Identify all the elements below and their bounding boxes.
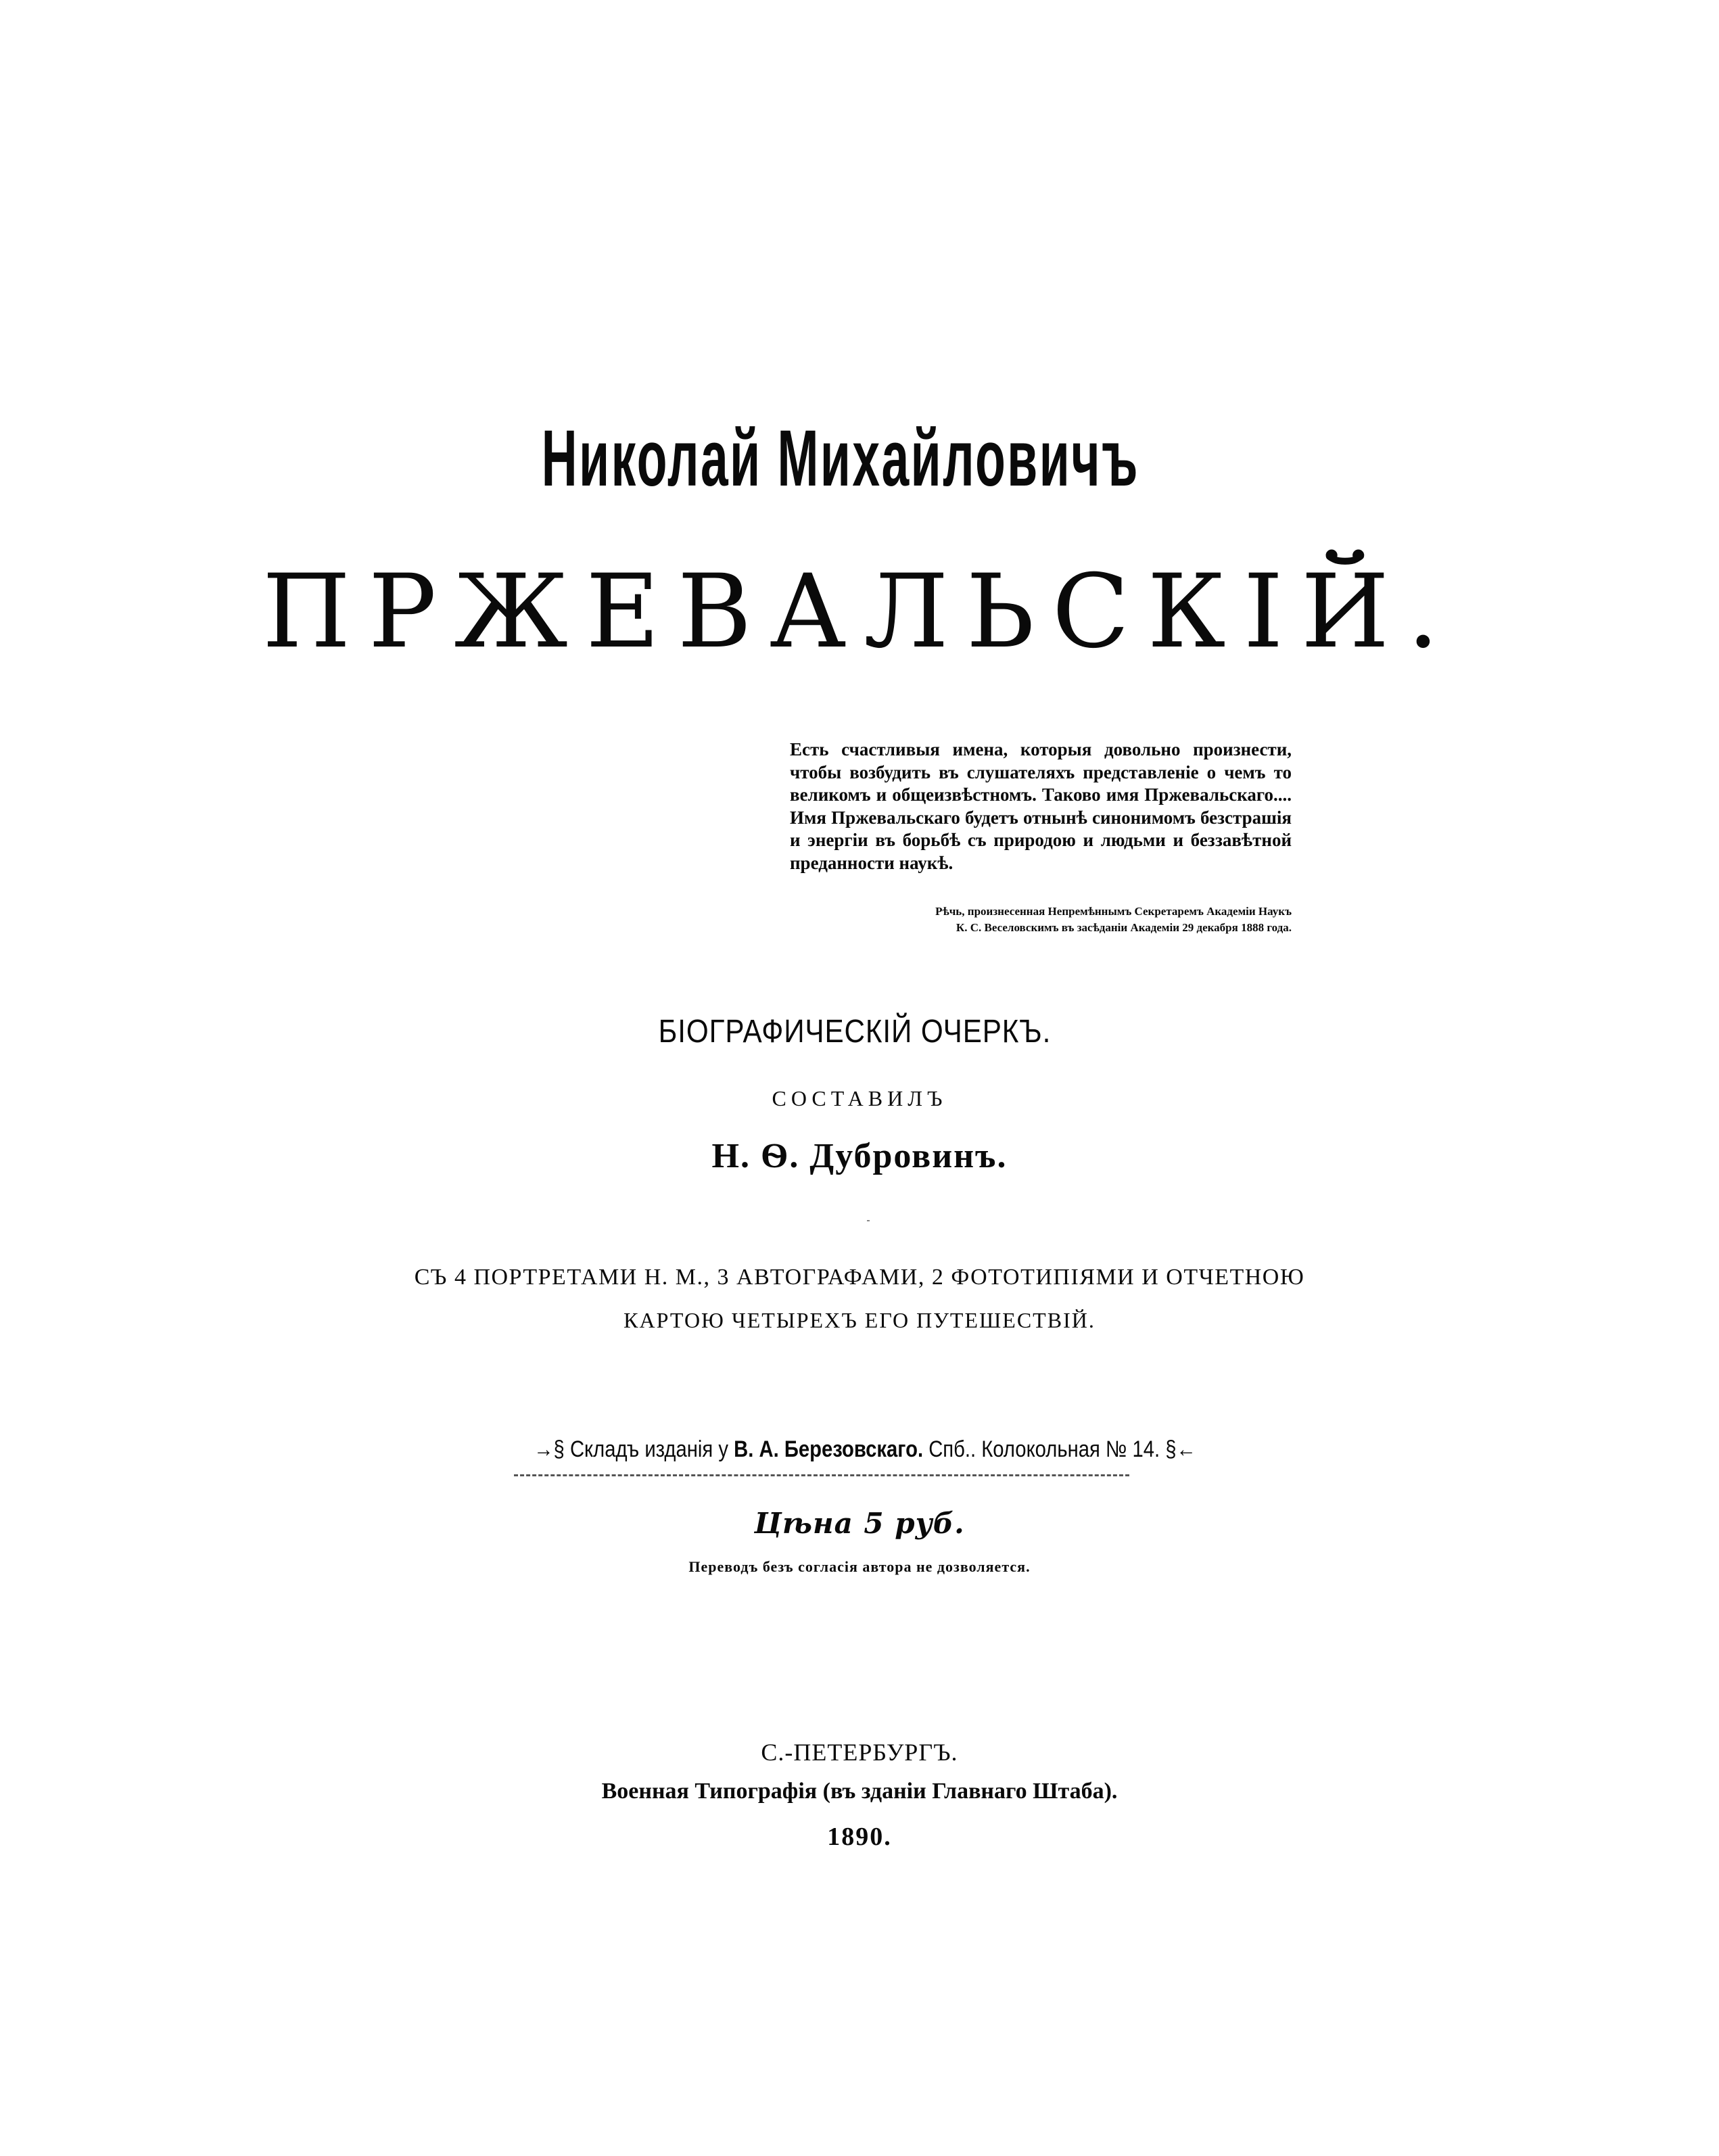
ornament-left: →§ bbox=[534, 1436, 565, 1462]
imprint-year: 1890. bbox=[827, 1823, 892, 1851]
warehouse-prefix: Складъ изданія у bbox=[569, 1436, 734, 1462]
compiler-name: Н. Ѳ. Дубровинъ. bbox=[711, 1137, 1008, 1175]
compiled-by-label: СОСТАВИЛЪ bbox=[772, 1086, 947, 1110]
author-surname: ПРЖЕВАЛЬСКІЙ. bbox=[262, 553, 1457, 671]
price: Цѣна 5 руб. bbox=[754, 1507, 965, 1540]
warehouse-address: Спб.. Колокольная № 14. bbox=[923, 1436, 1160, 1462]
author-name: Николай Михайловичъ bbox=[541, 414, 1139, 503]
imprint-city: С.-ПЕТЕРБУРГЪ. bbox=[761, 1739, 958, 1766]
imprint-press: Военная Типографія (въ зданіи Главнаго Штаба). bbox=[601, 1779, 1118, 1804]
contents-line-1: СЪ 4 ПОРТРЕТАМИ Н. М., 3 АВТОГРАФАМИ, 2 ФОТОТИПІЯМИ И ОТЧЕТНОЮ bbox=[414, 1265, 1305, 1290]
dashed-rule bbox=[514, 1474, 1129, 1476]
subtitle: БІОГРАФИЧЕСКІЙ ОЧЕРКЪ. bbox=[658, 1014, 1052, 1050]
epigraph-text: Есть счастливыя имена, которыя довольно произнести, чтобы возбудить въ слушателяхъ представленіе о чемъ то великомъ и общеизвѣстномъ. Таково имя Пржевальскаго.... Имя Пржевальскаго будетъ отнынѣ синонимомъ безстрашія и энергіи въ борьбѣ съ природою и людьми и беззавѣтной преданности наукѣ. bbox=[790, 739, 1292, 873]
contents-line-2: КАРТОЮ ЧЕТЫРЕХЪ ЕГО ПУТЕШЕСТВІЙ. bbox=[623, 1308, 1096, 1332]
warehouse-publisher: В. А. Березовскаго. bbox=[734, 1436, 924, 1462]
epigraph-source-line-2: К. С. Веселовскимъ въ засѣданіи Академіи 29 декабря 1888 года. bbox=[956, 921, 1292, 934]
warehouse-notice bbox=[487, 1436, 1196, 1481]
epigraph-source bbox=[790, 904, 1292, 936]
separator-mark bbox=[867, 1220, 870, 1221]
ornament-right: §← bbox=[1165, 1436, 1196, 1462]
translation-notice: Переводъ безъ согласія автора не дозволяется. bbox=[688, 1558, 1031, 1575]
epigraph-source-line-1: Рѣчь, произнесенная Непремѣннымъ Секретаремъ Академіи Наукъ bbox=[935, 905, 1292, 918]
